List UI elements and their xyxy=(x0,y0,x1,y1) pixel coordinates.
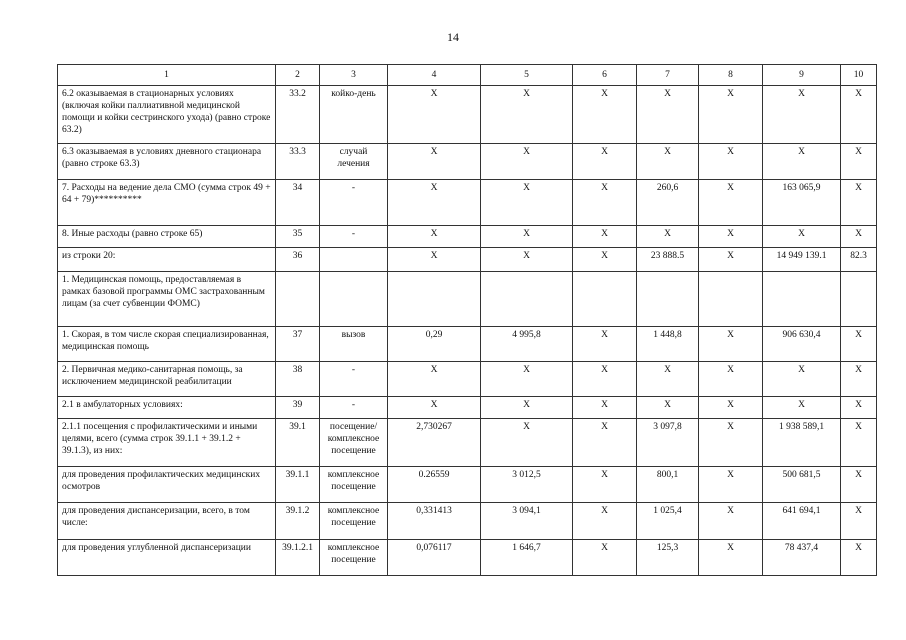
table-cell: X xyxy=(573,467,637,503)
table-cell: 78 437,4 xyxy=(763,540,841,576)
table-cell: 163 065,9 xyxy=(763,180,841,226)
table-cell: 500 681,5 xyxy=(763,467,841,503)
table-cell: X xyxy=(763,362,841,397)
table-cell: 3 097,8 xyxy=(637,419,699,467)
table-cell: 38 xyxy=(276,362,320,397)
table-cell: X xyxy=(573,503,637,540)
table-cell: X xyxy=(841,397,877,419)
header-cell: 2 xyxy=(276,65,320,86)
table-cell: X xyxy=(573,362,637,397)
table-cell: X xyxy=(481,362,573,397)
table-cell: 39.1.1 xyxy=(276,467,320,503)
table-cell: 906 630,4 xyxy=(763,327,841,362)
table-cell: 0.26559 xyxy=(388,467,481,503)
table-cell: 1 646,7 xyxy=(481,540,573,576)
table-cell: - xyxy=(320,180,388,226)
table-cell: 3 094,1 xyxy=(481,503,573,540)
table-cell: X xyxy=(637,226,699,248)
table-cell: 641 694,1 xyxy=(763,503,841,540)
row-label-cell: 2.1 в амбулаторных условиях: xyxy=(58,397,276,419)
row-label-cell: для проведения диспансеризации, всего, в том числе: xyxy=(58,503,276,540)
header-row xyxy=(58,65,877,86)
table-cell: X xyxy=(481,180,573,226)
table-cell: 2,730267 xyxy=(388,419,481,467)
table-cell: X xyxy=(388,362,481,397)
table-cell xyxy=(841,272,877,327)
row-label-cell: 1. Скорая, в том числе скорая специализированная, медицинская помощь xyxy=(58,327,276,362)
table-cell: X xyxy=(763,144,841,180)
table-cell: X xyxy=(699,144,763,180)
table-cell: 82.3 xyxy=(841,248,877,272)
table-cell: комплексное посещение xyxy=(320,467,388,503)
table-cell: X xyxy=(481,419,573,467)
table-cell: 36 xyxy=(276,248,320,272)
table-cell: X xyxy=(763,397,841,419)
row-label-cell: 2.1.1 посещения с профилактическими и иными целями, всего (сумма строк 39.1.1 + 39.1.2 + 39.1.3), из них: xyxy=(58,419,276,467)
table-cell: X xyxy=(699,86,763,144)
row-label-cell: для проведения углубленной диспансеризации xyxy=(58,540,276,576)
table-row xyxy=(58,540,877,576)
header-cell: 4 xyxy=(388,65,481,86)
table-cell: X xyxy=(763,226,841,248)
table-cell xyxy=(481,272,573,327)
row-label-cell: 6.2 оказываемая в стационарных условиях (включая койки паллиативной медицинской помощи и койки сестринского ухода) (равно строке 63.2) xyxy=(58,86,276,144)
table-row xyxy=(58,180,877,226)
table-cell: X xyxy=(573,226,637,248)
table-cell: 23 888.5 xyxy=(637,248,699,272)
table-cell: X xyxy=(841,540,877,576)
table-cell: 35 xyxy=(276,226,320,248)
table-cell: - xyxy=(320,362,388,397)
table-cell: X xyxy=(637,86,699,144)
table-cell: 125,3 xyxy=(637,540,699,576)
table-cell: X xyxy=(699,248,763,272)
table-cell: X xyxy=(573,397,637,419)
table-cell: 1 448,8 xyxy=(637,327,699,362)
table-cell: X xyxy=(388,226,481,248)
table-cell: 39 xyxy=(276,397,320,419)
table-cell: X xyxy=(388,397,481,419)
table-row xyxy=(58,226,877,248)
table-cell: X xyxy=(841,180,877,226)
row-label-cell: для проведения профилактических медицинских осмотров xyxy=(58,467,276,503)
table-row xyxy=(58,362,877,397)
table-cell: X xyxy=(699,362,763,397)
table-cell: 39.1 xyxy=(276,419,320,467)
table-row xyxy=(58,272,877,327)
table-cell: 800,1 xyxy=(637,467,699,503)
table-cell: 33.3 xyxy=(276,144,320,180)
table-cell: 39.1.2.1 xyxy=(276,540,320,576)
table-cell: 0,331413 xyxy=(388,503,481,540)
table-cell: X xyxy=(388,180,481,226)
table-cell xyxy=(637,272,699,327)
table-cell: X xyxy=(481,397,573,419)
row-label-cell: из строки 20: xyxy=(58,248,276,272)
table-cell: посещение/ комплексное посещение xyxy=(320,419,388,467)
table-cell: 39.1.2 xyxy=(276,503,320,540)
table-cell: X xyxy=(388,248,481,272)
table-cell: X xyxy=(699,226,763,248)
table-cell: X xyxy=(573,327,637,362)
table-cell: X xyxy=(841,419,877,467)
table-cell: X xyxy=(573,86,637,144)
table-cell: X xyxy=(637,397,699,419)
header-cell: 6 xyxy=(573,65,637,86)
table-cell: X xyxy=(637,144,699,180)
table-cell: X xyxy=(699,503,763,540)
table-row xyxy=(58,248,877,272)
table-cell: X xyxy=(481,86,573,144)
table-row xyxy=(58,419,877,467)
data-table xyxy=(57,64,877,576)
table-cell: случай лечения xyxy=(320,144,388,180)
table-cell: 0,076117 xyxy=(388,540,481,576)
table-cell xyxy=(573,272,637,327)
table-cell: X xyxy=(841,467,877,503)
table-cell: X xyxy=(481,144,573,180)
header-cell: 3 xyxy=(320,65,388,86)
table-cell: X xyxy=(841,327,877,362)
table-row xyxy=(58,397,877,419)
table-row xyxy=(58,503,877,540)
table-cell: X xyxy=(841,226,877,248)
table-cell: вызов xyxy=(320,327,388,362)
table-cell: 34 xyxy=(276,180,320,226)
table-cell: 1 938 589,1 xyxy=(763,419,841,467)
table-cell: 1 025,4 xyxy=(637,503,699,540)
table-cell: комплексное посещение xyxy=(320,540,388,576)
table-cell xyxy=(699,272,763,327)
table-cell: 3 012,5 xyxy=(481,467,573,503)
table-cell: X xyxy=(637,362,699,397)
table-cell: койко-день xyxy=(320,86,388,144)
table-cell: X xyxy=(841,144,877,180)
table-cell: X xyxy=(699,397,763,419)
table-cell: X xyxy=(699,419,763,467)
row-label-cell: 1. Медицинская помощь, предоставляемая в рамках базовой программы ОМС застрахованным лицам (за счет субвенции ФОМС) xyxy=(58,272,276,327)
table-cell xyxy=(388,272,481,327)
table-cell: X xyxy=(481,248,573,272)
table-cell: X xyxy=(481,226,573,248)
table-cell xyxy=(320,248,388,272)
table-cell: X xyxy=(699,467,763,503)
table-cell: X xyxy=(841,86,877,144)
row-label-cell: 7. Расходы на ведение дела СМО (сумма строк 49 + 64 + 79)********** xyxy=(58,180,276,226)
table-cell: X xyxy=(388,86,481,144)
table-cell: X xyxy=(573,419,637,467)
header-cell: 5 xyxy=(481,65,573,86)
table-cell: X xyxy=(573,540,637,576)
table-cell: X xyxy=(573,144,637,180)
table-cell: 0,29 xyxy=(388,327,481,362)
table-cell: 33.2 xyxy=(276,86,320,144)
table-cell xyxy=(763,272,841,327)
table-cell: 37 xyxy=(276,327,320,362)
table-cell: X xyxy=(699,540,763,576)
row-label-cell: 6.3 оказываемая в условиях дневного стационара (равно строке 63.3) xyxy=(58,144,276,180)
table-row xyxy=(58,327,877,362)
table-row xyxy=(58,86,877,144)
table-row xyxy=(58,144,877,180)
table-cell: - xyxy=(320,226,388,248)
table-cell: X xyxy=(841,503,877,540)
table-cell xyxy=(276,272,320,327)
header-cell: 1 xyxy=(58,65,276,86)
table-cell: X xyxy=(573,248,637,272)
table-row xyxy=(58,467,877,503)
table-cell: 260,6 xyxy=(637,180,699,226)
table-cell: 14 949 139.1 xyxy=(763,248,841,272)
table-cell: комплексное посещение xyxy=(320,503,388,540)
page-number: 14 xyxy=(447,30,459,44)
row-label-cell: 2. Первичная медико-санитарная помощь, за исключением медицинской реабилитации xyxy=(58,362,276,397)
table-cell: 4 995,8 xyxy=(481,327,573,362)
header-cell: 10 xyxy=(841,65,877,86)
table-cell xyxy=(320,272,388,327)
table-cell: X xyxy=(699,180,763,226)
header-cell: 8 xyxy=(699,65,763,86)
table-cell: X xyxy=(699,327,763,362)
table-cell: X xyxy=(841,362,877,397)
table-cell: - xyxy=(320,397,388,419)
table-cell: X xyxy=(388,144,481,180)
header-cell: 7 xyxy=(637,65,699,86)
table-cell: X xyxy=(573,180,637,226)
header-cell: 9 xyxy=(763,65,841,86)
table-cell: X xyxy=(763,86,841,144)
row-label-cell: 8. Иные расходы (равно строке 65) xyxy=(58,226,276,248)
